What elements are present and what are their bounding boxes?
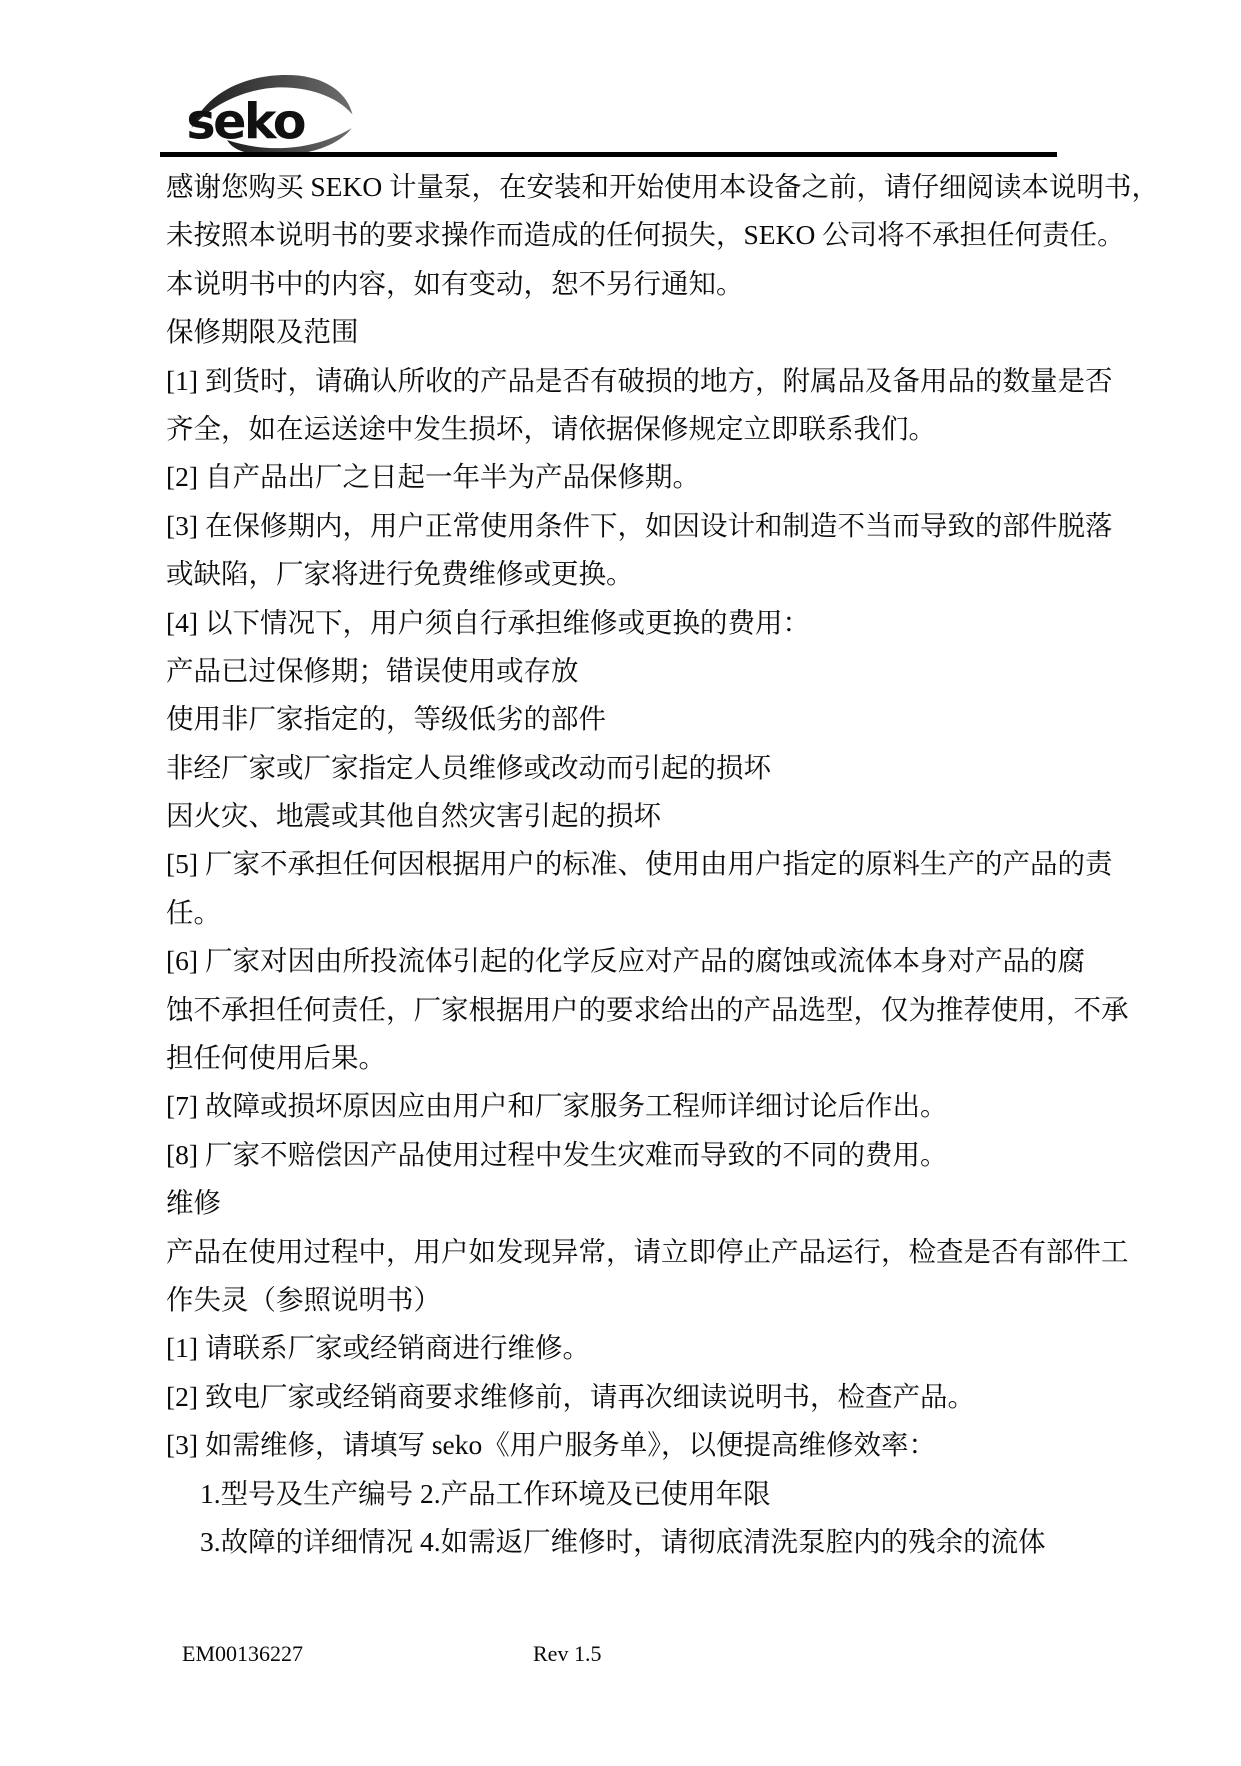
text-line: [5] 厂家不承担任何因根据用户的标准、使用由用户指定的原料生产的产品的责	[166, 848, 1113, 880]
text-line: [3] 如需维修，请填写 seko《用户服务单》，以便提高维修效率：	[166, 1429, 936, 1461]
logo-wordmark: seko	[186, 92, 304, 151]
text-line: [3] 在保修期内，用户正常使用条件下，如因设计和制造不当而导致的部件脱落	[166, 509, 1113, 541]
text-line: [2] 自产品出厂之日起一年半为产品保修期。	[166, 461, 700, 493]
text-line: 蚀不承担任何责任，厂家根据用户的要求给出的产品选型，仅为推荐使用，不承	[166, 993, 1129, 1025]
numbered-sub-item: 1.型号及生产编号 2.产品工作环境及已使用年限	[200, 1477, 771, 1509]
section-heading-repair: 维修	[166, 1187, 221, 1219]
text-line: [1] 到货时，请确认所收的产品是否有破损的地方，附属品及备用品的数量是否	[166, 364, 1113, 396]
text-line: 任。	[166, 896, 221, 928]
text-line: 因火灾、地震或其他自然灾害引起的损坏	[166, 800, 661, 832]
text-line: 或缺陷，厂家将进行免费维修或更换。	[166, 558, 634, 590]
text-line: 齐全，如在运送途中发生损坏，请依据保修规定立即联系我们。	[166, 412, 936, 444]
text-line: [4] 以下情况下，用户须自行承担维修或更换的费用：	[166, 606, 810, 638]
intro-line: 本说明书中的内容，如有变动，恕不另行通知。	[166, 267, 744, 299]
header-divider	[160, 152, 1057, 157]
numbered-sub-item: 3.故障的详细情况 4.如需返厂维修时，请彻底清洗泵腔内的残余的流体	[200, 1525, 1046, 1557]
footer-revision: Rev 1.5	[533, 1641, 602, 1666]
text-line: 使用非厂家指定的，等级低劣的部件	[166, 703, 606, 735]
footer-document-number: EM00136227	[182, 1641, 303, 1666]
section-heading-warranty: 保修期限及范围	[166, 316, 359, 348]
text-line: [1] 请联系厂家或经销商进行维修。	[166, 1332, 590, 1364]
text-line: 产品在使用过程中，用户如发现异常，请立即停止产品运行，检查是否有部件工	[166, 1235, 1129, 1267]
intro-line: 未按照本说明书的要求操作而造成的任何损失，SEKO 公司将不承担任何责任。	[166, 219, 1125, 251]
text-line: 担任何使用后果。	[166, 1042, 386, 1074]
text-line: 产品已过保修期；错误使用或存放	[166, 654, 579, 686]
text-line: [7] 故障或损坏原因应由用户和厂家服务工程师详细讨论后作出。	[166, 1090, 948, 1122]
text-line: 作失灵（参照说明书）	[166, 1283, 441, 1315]
document-body	[166, 163, 1160, 1566]
text-line: [2] 致电厂家或经销商要求维修前，请再次细读说明书，检查产品。	[166, 1380, 975, 1412]
seko-logo	[183, 70, 361, 154]
text-line: 非经厂家或厂家指定人员维修或改动而引起的损坏	[166, 751, 771, 783]
intro-line: 感谢您购买 SEKO 计量泵，在安装和开始使用本设备之前，请仔细阅读本说明书，	[166, 171, 1160, 202]
text-line: [6] 厂家对因由所投流体引起的化学反应对产品的腐蚀或流体本身对产品的腐	[166, 945, 1085, 977]
text-line: [8] 厂家不赔偿因产品使用过程中发生灾难而导致的不同的费用。	[166, 1138, 948, 1170]
